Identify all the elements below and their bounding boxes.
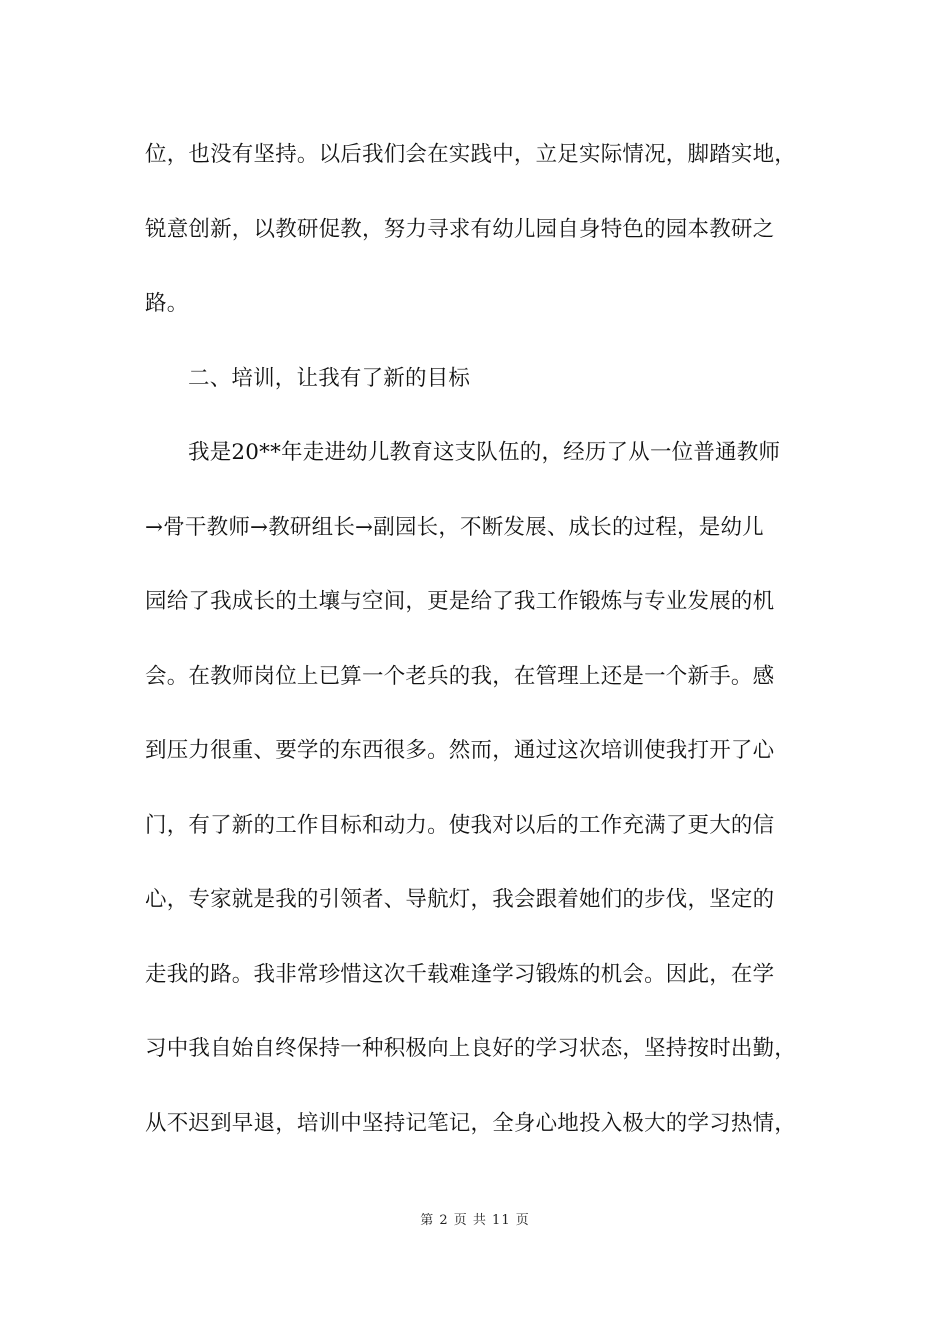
text-line: 到压力很重、要学的东西很多。然而，通过这次培训使我打开了心	[145, 738, 775, 763]
body-text	[145, 132, 835, 1175]
text-line: 会。在教师岗位上已算一个老兵的我，在管理上还是一个新手。感	[145, 663, 775, 689]
text-line: 心，专家就是我的引领者、导航灯，我会跟着她们的步伐，坚定的	[145, 887, 775, 912]
text-line: 路。	[145, 291, 189, 316]
paragraph-first-line: 我是20**年走进幼儿教育这支队伍的，经历了从一位普通教师	[188, 440, 781, 465]
text-line: 走我的路。我非常珍惜这次千载难逢学习锻炼的机会。因此，在学	[145, 961, 775, 987]
text-line: 门，有了新的工作目标和动力。使我对以后的工作充满了更大的信	[145, 812, 775, 838]
text-line: →骨干教师→教研组长→副园长，不断发展、成长的过程，是幼儿	[145, 514, 764, 540]
text-line: 从不迟到早退，培训中坚持记笔记，全身心地投入极大的学习热情，	[145, 1110, 797, 1136]
text-line: 园给了我成长的土壤与空间，更是给了我工作锻炼与专业发展的机	[145, 589, 775, 614]
page-footer: 第 2 页 共 11 页	[420, 1213, 530, 1228]
text-line: 位，也没有坚持。以后我们会在实践中，立足实际情况，脚踏实地，	[145, 142, 797, 167]
text-line: 锐意创新，以教研促教，努力寻求有幼儿园自身特色的园本教研之	[145, 216, 775, 242]
section-heading: 二、培训，让我有了新的目标	[188, 365, 471, 391]
text-line: 习中我自始自终保持一种积极向上良好的学习状态，坚持按时出勤，	[145, 1036, 797, 1061]
